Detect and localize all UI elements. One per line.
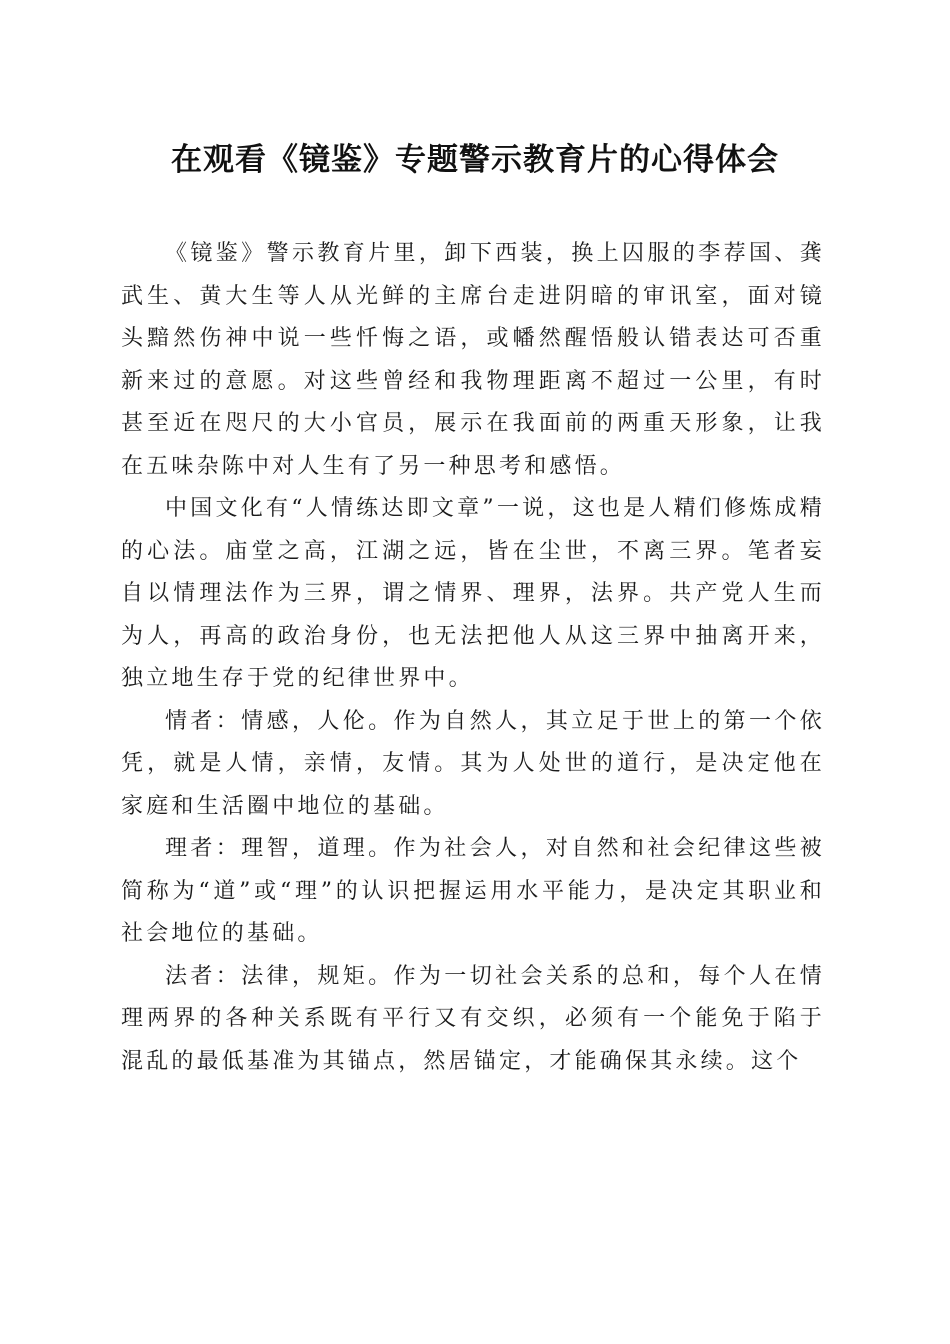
document-title: 在观看《镜鉴》专题警示教育片的心得体会	[171, 142, 779, 178]
paragraph-5: 法者：法律，规矩。作为一切社会关系的总和，每个人在情理两界的各种关系既有平行又有交织，必须有一个能免于陷于混乱的最低基准为其锚点，然居锚定，才能确保其永续。这个	[121, 963, 825, 1074]
paragraph-3: 情者：情感，人伦。作为自然人，其立足于世上的第一个依凭，就是人情，亲情，友情。其为人处世的道行，是决定他在家庭和生活圈中地位的基础。	[121, 708, 825, 819]
paragraph-1: 《镜鉴》警示教育片里，卸下西装，换上囚服的李荐国、龚武生、黄大生等人从光鲜的主席台走进阴暗的审讯室，面对镜头黯然伤神中说一些忏悔之语，或幡然醒悟般认错表达可否重新来过的意愿。对这些曾经和我物理距离不超过一公里，有时甚至近在咫尺的大小官员，展示在我面前的两重天形象，让我在五味杂陈中对人生有了另一种思考和感悟。	[121, 241, 825, 479]
paragraph-4: 理者：理智，道理。作为社会人，对自然和社会纪律这些被简称为“道”或“理”的认识把握运用水平能力，是决定其职业和社会地位的基础。	[121, 836, 825, 946]
document-body	[121, 233, 825, 1083]
paragraph-2: 中国文化有“人情练达即文章”一说，这也是人精们修炼成精的心法。庙堂之高，江湖之远，皆在尘世，不离三界。笔者妄自以情理法作为三界，谓之情界、理界，法界。共产党人生而为人，再高的政治身份，也无法把他人从这三界中抽离开来，独立地生存于党的纪律世界中。	[121, 496, 825, 691]
